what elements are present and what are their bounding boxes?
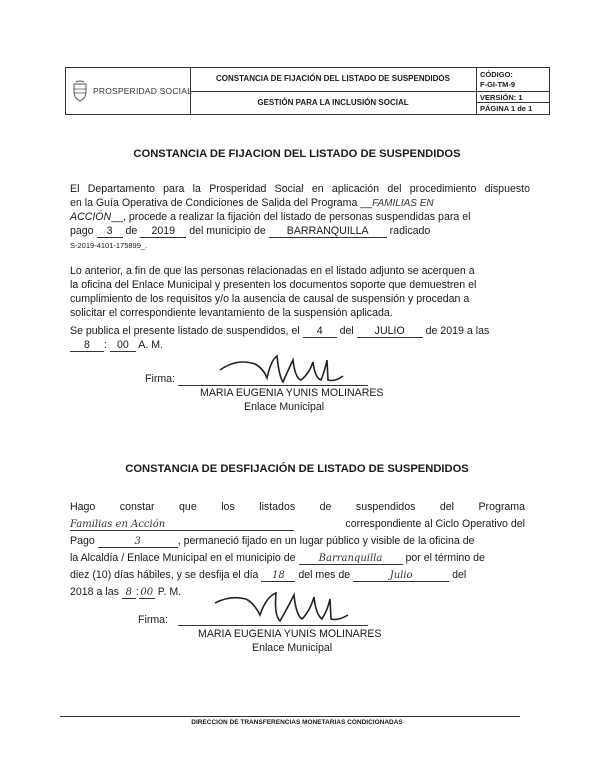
hour-handwritten: 8 xyxy=(122,587,136,599)
fijacion-p1-line1: El Departamento para la Prosperidad Social en aplicación del procedimiento dispuesto xyxy=(70,183,530,195)
fijacion-p3-line2: 8 : 00 A. M. xyxy=(70,339,163,353)
fijacion-p1-line2: en la Guía Operativa de Condiciones de Salida del Programa __FAMILIAS EN xyxy=(70,197,434,209)
desfijacion-line1: Hago constar que los listados de suspendidos del Programa xyxy=(70,501,525,513)
payment-handwritten: 3 xyxy=(98,536,178,548)
signer-name-2: MARIA EUGENIA YUNIS MOLINARES xyxy=(198,628,382,640)
program-handwritten: Familias en Acción xyxy=(70,519,294,531)
footer-divider xyxy=(60,716,520,717)
signature-icon xyxy=(210,585,370,631)
signature-icon xyxy=(215,348,365,392)
publish-month: JULIO xyxy=(357,326,423,338)
version: VERSIÓN: 1 xyxy=(480,93,523,102)
publish-day: 4 xyxy=(303,326,337,338)
radicado-value: S-2019-4101-175899_. xyxy=(70,241,148,250)
desfijacion-line6: 2018 a las 8 : 00 P. M. xyxy=(70,586,182,598)
fijacion-p1-line4: pago 3 de 2019 del municipio de BARRANQUILLA radicado xyxy=(70,225,431,237)
publish-minutes: 00 xyxy=(110,340,136,352)
desfijacion-line3: Pago 3 , permaneció fijado en un lugar público y visible de la oficina de xyxy=(70,535,475,547)
program-name-2: ACCIÓN xyxy=(70,211,112,223)
fijacion-p3-line1: Se publica el presente listado de suspendidos, el 4 del JULIO de 2019 a las xyxy=(70,325,490,337)
logo-text: PROSPERIDAD SOCIAL xyxy=(93,86,193,96)
fijacion-p2-line1: Lo anterior, a fin de que las personas relacionadas en el listado adjunto se acerquen a xyxy=(70,265,475,277)
header-title: CONSTANCIA DE FIJACIÓN DEL LISTADO DE SUSPENDIDOS xyxy=(216,74,450,83)
desfijacion-line2: Familias en Acción correspondiente al Ciclo Operativo del xyxy=(70,518,525,530)
header-subtitle: GESTIÓN PARA LA INCLUSIÓN SOCIAL xyxy=(257,98,409,107)
desfijacion-line5: diez (10) días hábiles, y se desfija el día 18 del mes de Julio del xyxy=(70,569,467,581)
fijacion-p2-line2: la oficina del Enlace Municipal y presenten los documentos soporte que demuestren el xyxy=(70,279,477,291)
signer-role-2: Enlace Municipal xyxy=(252,642,333,654)
minutes-handwritten: 00 xyxy=(140,587,154,598)
municipality-handwritten: Barranquilla xyxy=(299,553,403,565)
desfijacion-line4: la Alcaldía / Enlace Municipal en el municipio de Barranquilla por el término de xyxy=(70,552,485,564)
fijacion-p2-line3: cumplimiento de los requisitos y/o la ausencia de causal de suspensión y procedan a xyxy=(70,293,470,305)
footer-text: DIRECCION DE TRANSFERENCIAS MONETARIAS CONDICIONADAS xyxy=(191,719,403,726)
municipality-value: BARRANQUILLA xyxy=(269,226,387,238)
program-name: FAMILIAS EN xyxy=(372,198,434,209)
fijacion-p1-line3: ACCIÓN__, procede a realizar la fijación del listado de personas suspendidas para el xyxy=(70,211,471,223)
signer-name-1: MARIA EUGENIA YUNIS MOLINARES xyxy=(200,387,384,399)
signer-role-1: Enlace Municipal xyxy=(244,401,325,413)
day-handwritten: 18 xyxy=(261,570,295,582)
page-number: PÁGINA 1 de 1 xyxy=(480,104,533,113)
month-handwritten: Julio xyxy=(353,570,449,582)
firma-label-2: Firma: xyxy=(138,614,169,626)
coat-of-arms-icon xyxy=(71,80,89,102)
publish-hour: 8 xyxy=(70,340,104,352)
fijacion-p2-line4: solicitar el correspondiente levantamiento de la suspensión aplicada. xyxy=(70,307,393,319)
firma-label-1: Firma: xyxy=(145,373,176,385)
payment-number: 3 xyxy=(97,226,123,238)
document-header xyxy=(65,67,550,115)
code-label: CÓDIGO: xyxy=(480,70,513,79)
desfijacion-title: CONSTANCIA DE DESFIJACIÓN DE LISTADO DE SUSPENDIDOS xyxy=(125,463,469,475)
fijacion-title: CONSTANCIA DE FIJACION DEL LISTADO DE SUSPENDIDOS xyxy=(133,148,461,160)
code-value: F-GI-TM-9 xyxy=(480,80,515,89)
year-value: 2019 xyxy=(140,226,186,238)
logo xyxy=(71,80,192,102)
